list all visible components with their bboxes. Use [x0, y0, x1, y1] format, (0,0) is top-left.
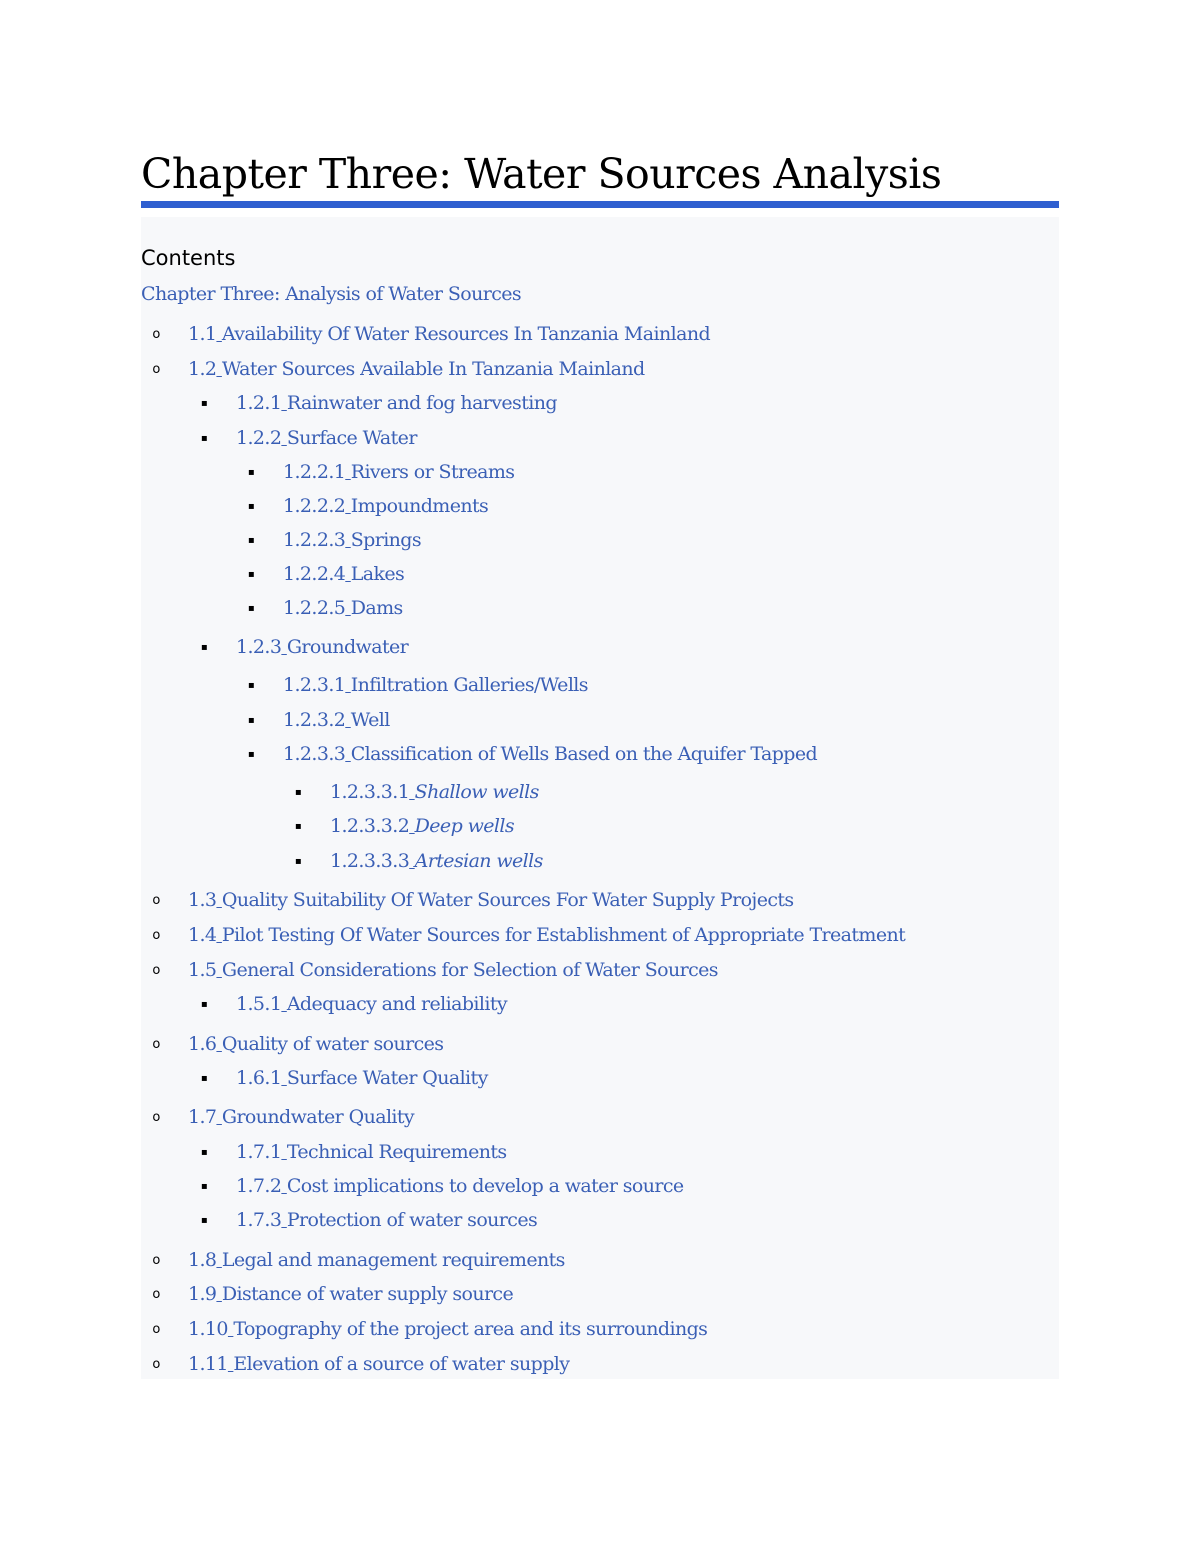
square-bullet-icon: ▪: [294, 820, 302, 832]
toc-entry[interactable]: [152, 1102, 415, 1132]
toc-entry[interactable]: [200, 1063, 488, 1093]
square-bullet-icon: ▪: [200, 397, 208, 409]
toc-entry-link[interactable]: Rivers or Streams: [350, 461, 515, 483]
toc-entry-link[interactable]: Cost implications to develop a water source: [286, 1175, 684, 1197]
toc-entry-number: 1.8: [188, 1249, 217, 1271]
toc-entry-link[interactable]: Pilot Testing Of Water Sources for Establishment of Appropriate Treatment: [221, 924, 906, 946]
circle-bullet-icon: o: [152, 361, 160, 377]
toc-entry-number: 1.2.2.3: [283, 529, 346, 551]
toc-entry-number: 1.2.2.4: [283, 563, 346, 585]
title-underline-rule: [141, 201, 1059, 208]
toc-entry-number: 1.2.2.5: [283, 597, 346, 619]
toc-entry-number: 1.5: [188, 959, 217, 981]
toc-entry[interactable]: [200, 388, 557, 418]
toc-entry-number: 1.2.3: [236, 636, 282, 658]
toc-entry-number: 1.2.3.1: [283, 674, 346, 696]
square-bullet-icon: ▪: [247, 748, 255, 760]
toc-entry-number: 1.4: [188, 924, 217, 946]
toc-entry-number: 1.9: [188, 1283, 217, 1305]
toc-entry[interactable]: [152, 885, 794, 915]
toc-entry-link[interactable]: Classification of Wells Based on the Aquifer Tapped: [350, 743, 818, 765]
toc-entry[interactable]: [247, 593, 403, 623]
toc-entry-link[interactable]: Quality of water sources: [221, 1033, 444, 1055]
square-bullet-icon: ▪: [200, 1146, 208, 1158]
toc-entry-number: 1.2.3.2: [283, 709, 346, 731]
toc-entry-link[interactable]: Surface Water Quality: [286, 1067, 488, 1089]
toc-entry-link[interactable]: Deep wells: [414, 815, 514, 837]
toc-entry[interactable]: [294, 777, 539, 807]
toc-entry-number: 1.7: [188, 1106, 217, 1128]
toc-entry-number: 1.2.2.1: [283, 461, 346, 483]
toc-entry[interactable]: [200, 632, 409, 662]
toc-entry-number: 1.2: [188, 358, 217, 380]
toc-entry-link[interactable]: Water Sources Available In Tanzania Mainland: [221, 358, 645, 380]
toc-entry[interactable]: [200, 1137, 507, 1167]
toc-entry-link[interactable]: Springs: [350, 529, 422, 551]
toc-entry[interactable]: [247, 739, 818, 769]
toc-entry-link[interactable]: Protection of water sources: [286, 1209, 538, 1231]
square-bullet-icon: ▪: [247, 679, 255, 691]
toc-entry-link[interactable]: Legal and management requirements: [221, 1249, 565, 1271]
toc-entry-number: 1.1: [188, 323, 217, 345]
toc-entry-link[interactable]: Chapter Three: Analysis of Water Sources: [141, 283, 522, 305]
square-bullet-icon: ▪: [200, 1180, 208, 1192]
toc-entry-number: 1.2.2.2: [283, 495, 346, 517]
toc-entry-link[interactable]: Lakes: [350, 563, 405, 585]
toc-entry-link[interactable]: Quality Suitability Of Water Sources For Water Supply Projects: [221, 889, 794, 911]
square-bullet-icon: ▪: [247, 500, 255, 512]
toc-entry-link[interactable]: Availability Of Water Resources In Tanzania Mainland: [221, 323, 711, 345]
toc-entry[interactable]: [294, 811, 514, 841]
toc-entry[interactable]: [152, 1279, 514, 1309]
toc-entry-number: 1.3: [188, 889, 217, 911]
toc-entry-number: 1.7.2: [236, 1175, 282, 1197]
document-title: Chapter Three: Water Sources Analysis: [141, 150, 942, 198]
square-bullet-icon: ▪: [247, 568, 255, 580]
circle-bullet-icon: o: [152, 1036, 160, 1052]
circle-bullet-icon: o: [152, 326, 160, 342]
circle-bullet-icon: o: [152, 1286, 160, 1302]
toc-entry-number: 1.2.3.3.3: [330, 850, 410, 872]
square-bullet-icon: ▪: [200, 998, 208, 1010]
toc-entry[interactable]: [152, 955, 718, 985]
circle-bullet-icon: o: [152, 962, 160, 978]
toc-entry-link[interactable]: General Considerations for Selection of Water Sources: [221, 959, 718, 981]
toc-entry-link[interactable]: Distance of water supply source: [221, 1283, 514, 1305]
square-bullet-icon: ▪: [200, 641, 208, 653]
toc-entry-link[interactable]: Elevation of a source of water supply: [233, 1353, 570, 1375]
square-bullet-icon: ▪: [247, 534, 255, 546]
toc-entry-number: 1.2.2: [236, 427, 282, 449]
toc-entry-number: 1.7.3: [236, 1209, 282, 1231]
toc-entry[interactable]: [152, 1314, 708, 1344]
toc-entry-link[interactable]: Technical Requirements: [286, 1141, 507, 1163]
toc-entry-link[interactable]: Topography of the project area and its surroundings: [233, 1318, 708, 1340]
toc-entry-number: 1.6.1: [236, 1067, 282, 1089]
toc-entry[interactable]: [294, 846, 543, 876]
circle-bullet-icon: o: [152, 1252, 160, 1268]
toc-entry[interactable]: [152, 1349, 570, 1379]
toc-entry[interactable]: [247, 670, 588, 700]
toc-entry[interactable]: [200, 989, 508, 1019]
toc-entry-link[interactable]: Groundwater: [286, 636, 409, 658]
square-bullet-icon: ▪: [200, 432, 208, 444]
toc-entry[interactable]: [247, 559, 405, 589]
square-bullet-icon: ▪: [247, 466, 255, 478]
toc-entry[interactable]: [152, 319, 711, 349]
toc-entry-link[interactable]: Infiltration Galleries/Wells: [350, 674, 588, 696]
toc-entry[interactable]: [152, 1029, 444, 1059]
toc-entry[interactable]: [247, 491, 489, 521]
square-bullet-icon: ▪: [247, 714, 255, 726]
circle-bullet-icon: o: [152, 1321, 160, 1337]
square-bullet-icon: ▪: [247, 602, 255, 614]
toc-entry[interactable]: [247, 457, 515, 487]
toc-entry-number: 1.5.1: [236, 993, 282, 1015]
square-bullet-icon: ▪: [294, 855, 302, 867]
square-bullet-icon: ▪: [200, 1214, 208, 1226]
square-bullet-icon: ▪: [294, 786, 302, 798]
circle-bullet-icon: o: [152, 927, 160, 943]
toc-entry[interactable]: [152, 1245, 565, 1275]
toc-entry[interactable]: [200, 423, 417, 453]
toc-entry-number: 1.2.1: [236, 392, 282, 414]
toc-entry-number: 1.2.3.3.2: [330, 815, 410, 837]
toc-entry-link[interactable]: Shallow wells: [414, 781, 539, 803]
toc-entry-number: 1.10: [188, 1318, 228, 1340]
toc-entry[interactable]: [152, 920, 906, 950]
toc-entry-number: 1.6: [188, 1033, 217, 1055]
contents-heading: Contents: [141, 246, 236, 270]
toc-entry-number: 1.7.1: [236, 1141, 282, 1163]
circle-bullet-icon: o: [152, 1356, 160, 1372]
toc-entry[interactable]: [247, 525, 422, 555]
toc-entry-link[interactable]: Dams: [350, 597, 403, 619]
toc-entry-link[interactable]: Surface Water: [286, 427, 417, 449]
circle-bullet-icon: o: [152, 1109, 160, 1125]
toc-entry-link[interactable]: Well: [350, 709, 390, 731]
toc-entry-link[interactable]: Adequacy and reliability: [286, 993, 508, 1015]
toc-entry-link[interactable]: Rainwater and fog harvesting: [286, 392, 557, 414]
toc-entry[interactable]: [200, 1205, 538, 1235]
toc-entry[interactable]: [247, 705, 390, 735]
toc-entry-link[interactable]: Groundwater Quality: [221, 1106, 415, 1128]
toc-entry-link[interactable]: Artesian wells: [414, 850, 543, 872]
toc-entry-number: 1.11: [188, 1353, 228, 1375]
toc-entry[interactable]: [141, 279, 521, 309]
toc-entry-number: 1.2.3.3: [283, 743, 346, 765]
toc-entry-number: 1.2.3.3.1: [330, 781, 410, 803]
toc-entry[interactable]: [152, 354, 645, 384]
toc-entry-link[interactable]: Impoundments: [350, 495, 489, 517]
toc-entry[interactable]: [200, 1171, 684, 1201]
circle-bullet-icon: o: [152, 892, 160, 908]
square-bullet-icon: ▪: [200, 1072, 208, 1084]
